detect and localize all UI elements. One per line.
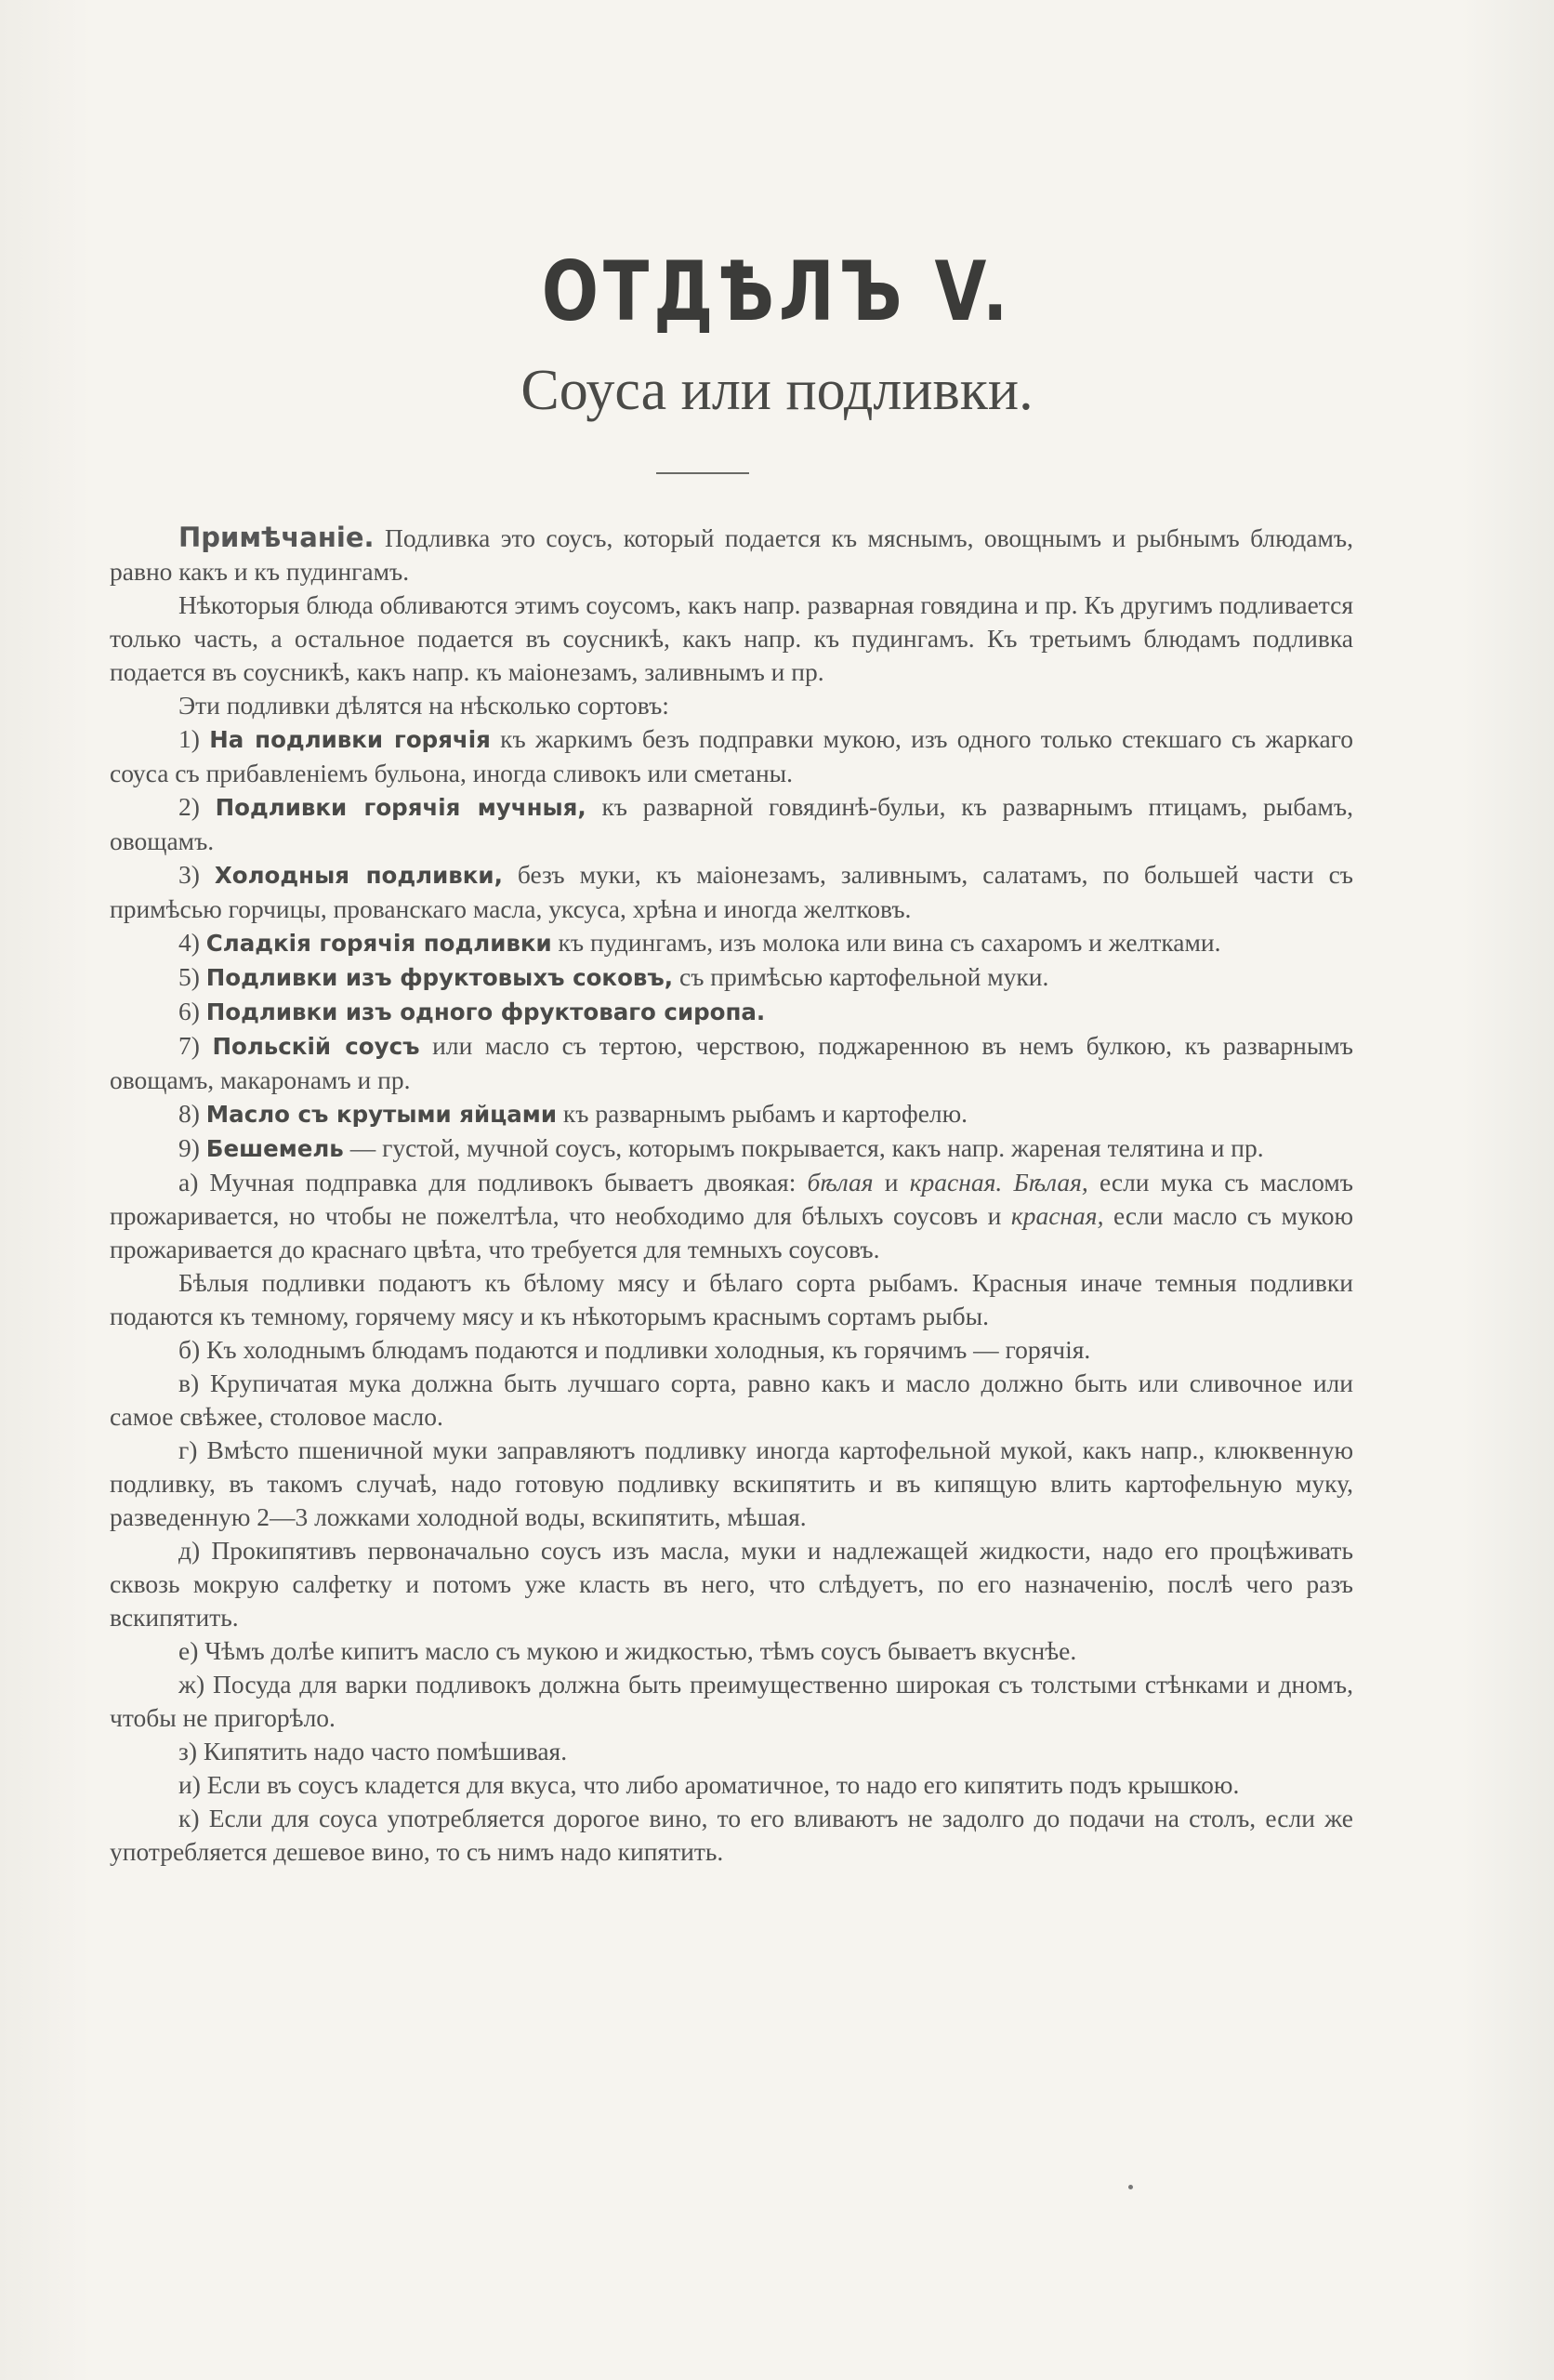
bold-term: Холодныя подливки, [214, 862, 503, 889]
page-body-text [110, 521, 1353, 1869]
paragraph [110, 1735, 1353, 1768]
text-run: в) Крупичатая мука должна быть лучшаго сорта, равно какъ и масло должно быть или сливочное или самое свѣжее, столовое масло. [110, 1368, 1353, 1431]
text-run: если масло съ мукою прожаривается до краснаго цвѣта, что требуется для темныхъ соусовъ. [110, 1201, 1353, 1263]
text-run: Нѣкоторыя блюда обливаются этимъ соусомъ, какъ напр. разварная говядина и пр. Къ другимъ подливается только часть, а остальное подается въ соусникѣ, какъ напр. къ пудингамъ. Къ третьимъ блюдамъ подливка подается въ соусникѣ, какъ напр. къ маіонезамъ, заливнымъ и пр. [110, 590, 1353, 686]
text-run: 3) [178, 860, 215, 889]
divider-rule [656, 472, 749, 474]
paragraph [110, 995, 1353, 1029]
text-run: к) Если для соуса употребляется дорогое вино, то его вливаютъ не задолго до подачи на столъ, если же употребляется дешевое вино, то съ нимъ надо кипятить. [110, 1804, 1353, 1866]
bold-term: Польскій соусъ [212, 1033, 420, 1060]
text-run: 5) [178, 962, 206, 991]
paragraph [110, 1333, 1353, 1367]
ink-speck [1128, 2185, 1133, 2189]
text-run: 7) [178, 1031, 213, 1060]
paragraph [110, 1668, 1353, 1735]
text-run: 4) [178, 928, 206, 957]
paragraph [110, 858, 1353, 926]
text-run: Бѣлыя подливки подаютъ къ бѣлому мясу и бѣлаго сорта рыбамъ. Красныя иначе темныя подливки подаются къ темному, горячему мясу и къ нѣкоторымъ краснымъ сортамъ рыбы. [110, 1268, 1353, 1330]
paragraph [110, 521, 1353, 588]
text-run: безъ муки, къ маіонезамъ, заливнымъ, салатамъ, по большей части съ примѣсью горчицы, прованскаго масла, уксуса, хрѣна и иногда желтковъ. [110, 860, 1354, 923]
text-run: и) Если въ соусъ кладется для вкуса, что либо ароматичное, то надо его кипятить подъ крышкою. [178, 1770, 1240, 1799]
paragraph [110, 926, 1353, 960]
bold-term: Подливки изъ одного фруктоваго сиропа. [205, 998, 766, 1025]
text-run: къ жаркимъ безъ подправки мукою, изъ одного только стекшаго съ жаркаго соуса съ прибавленіемъ бульона, иногда сливокъ или сметаны. [110, 724, 1353, 787]
bold-term: Подливки горячія мучныя, [215, 794, 586, 821]
section-heading: ОТДѢЛЪ V. [541, 244, 1013, 339]
text-run: ж) Посуда для варки подливокъ должна быть преимущественно широкая съ толстыми стѣнками и дномъ, чтобы не пригорѣло. [110, 1670, 1353, 1732]
italic-term: красная. Бѣлая, [909, 1168, 1088, 1197]
paragraph [110, 588, 1353, 689]
text-run: если мука съ масломъ прожаривается, но чтобы не пожелтѣла, что необходимо для бѣлыхъ соусовъ и [110, 1168, 1354, 1230]
paragraph [110, 1634, 1353, 1668]
bold-term: Масло съ крутыми яйцами [205, 1101, 557, 1128]
paragraph [110, 1367, 1353, 1434]
text-run: 8) [178, 1099, 206, 1128]
bold-term: Сладкія горячія подливки [205, 930, 552, 957]
text-run: д) Прокипятивъ первоначально соусъ изъ масла, муки и надлежащей жидкости, надо его процѣживать сквозь мокрую салфетку и потомъ уже класть въ него, что слѣдуетъ, по его назначенію, послѣ чего разъ вскипятить. [110, 1536, 1353, 1632]
text-run: б) Къ холоднымъ блюдамъ подаются и подливки холодныя, къ горячимъ — горячія. [178, 1335, 1091, 1364]
bold-term: Подливки изъ фруктовыхъ соковъ, [205, 964, 674, 991]
text-run: къ разварной говядинѣ-бульи, къ разварнымъ птицамъ, рыбамъ, овощамъ. [110, 792, 1353, 855]
text-run: или масло съ тертою, черствою, поджаренною въ немъ булкою, къ разварнымъ овощамъ, макаронамъ и пр. [110, 1031, 1353, 1094]
paragraph [110, 1534, 1353, 1634]
text-run: къ пудингамъ, изъ молока или вина съ сахаромъ и желтками. [551, 928, 1221, 957]
italic-term: красная, [1010, 1201, 1104, 1230]
paragraph [110, 1266, 1353, 1333]
text-run: къ разварнымъ рыбамъ и картофелю. [557, 1099, 968, 1128]
paragraph [110, 722, 1353, 790]
text-run: 2) [178, 792, 216, 821]
text-run: 1) [178, 724, 210, 753]
text-run: Эти подливки дѣлятся на нѣсколько сортовъ: [178, 691, 669, 720]
text-run: а) Мучная подправка для подливокъ бываетъ двоякая: [178, 1168, 808, 1197]
bold-term: Бешемель [205, 1135, 344, 1162]
text-run: е) Чѣмъ долѣе кипитъ масло съ мукою и жидкостью, тѣмъ соусъ бываетъ вкуснѣе. [178, 1636, 1077, 1665]
text-run: з) Кипятить надо часто помѣшивая. [178, 1737, 568, 1765]
text-run: — густой, мучной соусъ, которымъ покрывается, какъ напр. жареная телятина и пр. [343, 1133, 1264, 1162]
text-run: и [873, 1168, 910, 1197]
bold-term: На подливки горячія [209, 726, 491, 753]
paragraph [110, 960, 1353, 995]
note-label: Примѣчаніе. [178, 522, 375, 553]
text-run: 6) [178, 997, 206, 1025]
text-run: г) Вмѣсто пшеничной муки заправляютъ подливку иногда картофельной мукой, какъ напр., клюквенную подливку, въ такомъ случаѣ, надо готовую подливку вскипятить и въ кипящую влить картофельную муку, разведенную 2—3 ложками холодной воды, вскипятить, мѣшая. [110, 1435, 1353, 1531]
paragraph [110, 1434, 1353, 1534]
paragraph [110, 1131, 1353, 1166]
paragraph [110, 1029, 1353, 1097]
italic-term: бѣлая [807, 1168, 874, 1197]
paragraph [110, 1097, 1353, 1131]
text-run: 9) [178, 1133, 206, 1162]
text-run: Подливка это соусъ, который подается къ мяснымъ, овощнымъ и рыбнымъ блюдамъ, равно какъ и къ пудингамъ. [110, 523, 1353, 586]
paragraph [110, 1802, 1353, 1869]
paragraph [110, 1768, 1353, 1802]
paragraph [110, 1166, 1353, 1266]
paragraph [110, 790, 1353, 858]
paragraph [110, 689, 1353, 722]
text-run: съ примѣсью картофельной муки. [673, 962, 1049, 991]
section-subheading: Соуса или подливки. [520, 359, 1034, 422]
